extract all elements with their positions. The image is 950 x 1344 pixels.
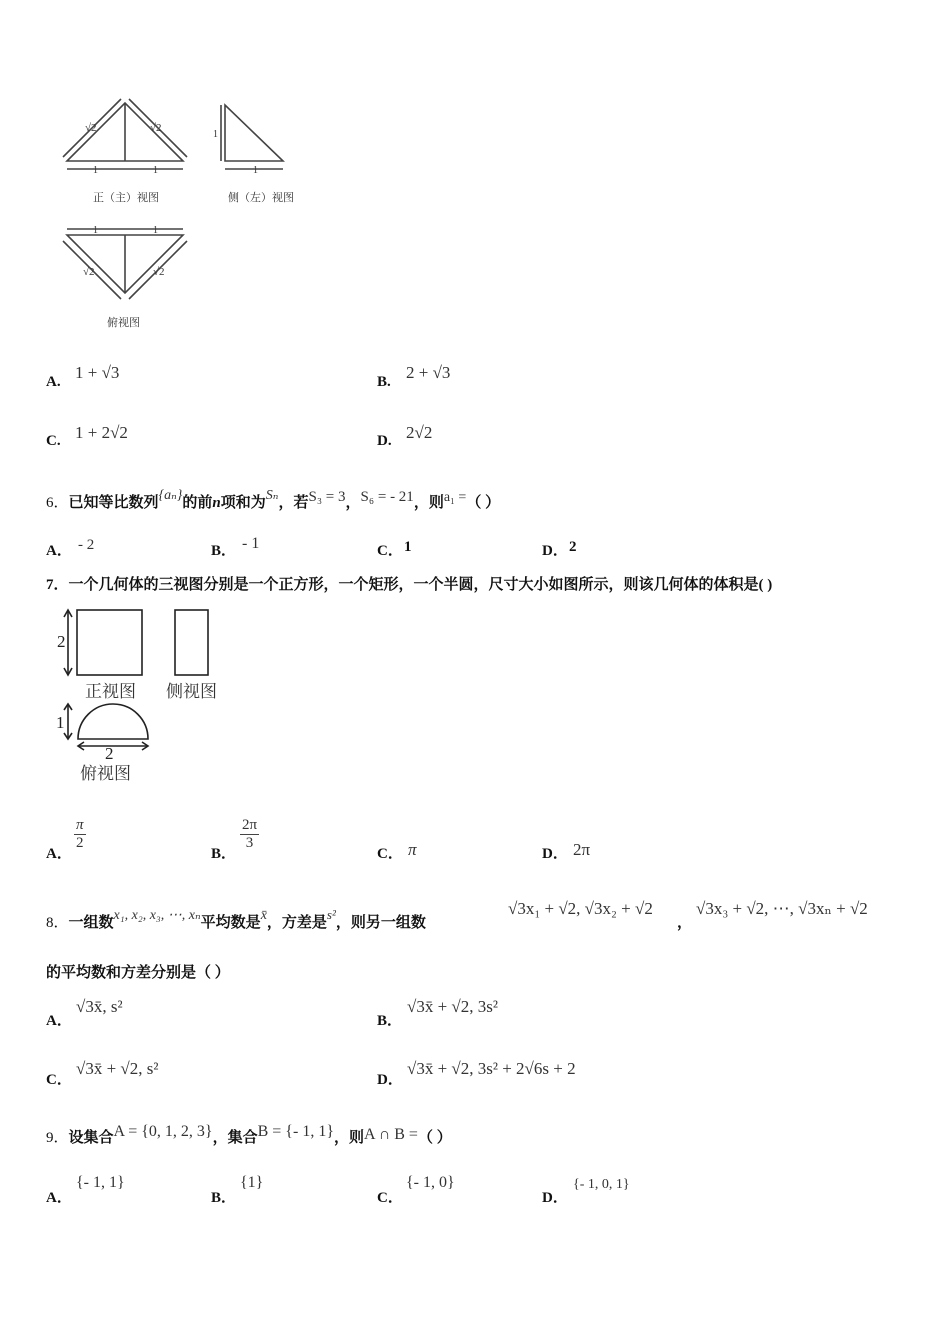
side-one-horiz: 1 bbox=[253, 165, 258, 176]
q9-number: 9． bbox=[46, 1130, 69, 1146]
q9-stem bbox=[46, 1123, 452, 1147]
q8-option-a-value: √3x̄, s² bbox=[76, 997, 123, 1016]
q9-text3: ，则 bbox=[334, 1130, 365, 1146]
q7-front-square bbox=[77, 610, 142, 675]
q6-text1: 已知等比数列 bbox=[68, 495, 159, 511]
q9-option-b-label: B． bbox=[211, 1190, 237, 1206]
q9-option-d-value: {- 1, 0, 1} bbox=[573, 1177, 630, 1192]
q7-option-d-value: 2π bbox=[573, 840, 591, 859]
q7-side-caption: 侧视图 bbox=[166, 682, 217, 702]
front-one-right: 1 bbox=[153, 165, 158, 176]
q8-text2: 平均数是 bbox=[200, 915, 261, 931]
front-view-caption: 正（主）视图 bbox=[93, 191, 159, 204]
q7-option-b-fraction bbox=[240, 817, 259, 852]
q7-option-c-label: C． bbox=[377, 846, 403, 862]
q7-front-caption: 正视图 bbox=[85, 682, 136, 702]
q8-option-b-value: √3x̄ + √2, 3s² bbox=[407, 997, 498, 1016]
q8-number: 8． bbox=[46, 915, 69, 931]
q5-option-b-value: 2 + √3 bbox=[406, 363, 451, 382]
q5-option-c-label: C. bbox=[46, 433, 61, 449]
top-view-caption: 俯视图 bbox=[107, 316, 140, 329]
q6-s6: S₆ = - 21 bbox=[360, 489, 414, 505]
top-sqrt2-right: √2 bbox=[153, 266, 165, 278]
top-one-right: 1 bbox=[153, 225, 158, 236]
q6-text3: 项和为 bbox=[220, 495, 266, 511]
q6-number: 6． bbox=[46, 495, 69, 511]
q6-option-b-value: - 1 bbox=[242, 535, 260, 552]
q8-stem-line2: 的平均数和方差分别是（ ） bbox=[46, 965, 230, 981]
q9-option-a-value: {- 1, 1} bbox=[76, 1174, 125, 1191]
q5-option-a-value: 1 + √3 bbox=[75, 363, 120, 382]
q5-option-c-value: 1 + 2√2 bbox=[75, 423, 128, 442]
q6-n: n bbox=[212, 495, 221, 511]
q8-text1: 一组数 bbox=[68, 915, 114, 931]
q9-set-a: A = {0, 1, 2, 3} bbox=[113, 1123, 213, 1140]
front-sqrt2-left: √2 bbox=[85, 122, 97, 134]
q9-option-c-label: C． bbox=[377, 1190, 403, 1206]
top-sqrt2-left: √2 bbox=[83, 266, 95, 278]
q6-comma: ， bbox=[345, 495, 361, 511]
q8-option-d-label: D． bbox=[377, 1072, 403, 1088]
q7-option-a-label: A． bbox=[46, 846, 72, 862]
q8-option-c-label: C． bbox=[46, 1072, 72, 1088]
q8-option-b-label: B． bbox=[377, 1013, 403, 1029]
q6-paren: （ ） bbox=[466, 495, 501, 511]
q7-option-b-label: B． bbox=[211, 846, 237, 862]
q7-top-semicircle bbox=[78, 704, 148, 739]
q5-option-d-value: 2√2 bbox=[406, 423, 433, 442]
q7-option-b-num: 2π bbox=[242, 817, 258, 833]
q7-option-a-fraction bbox=[74, 817, 86, 852]
q6-s3: S₃ = 3 bbox=[308, 489, 346, 505]
q6-option-c-value: 1 bbox=[404, 539, 412, 555]
q7-fig-two-vert: 2 bbox=[57, 632, 66, 651]
side-view-triangle bbox=[225, 105, 283, 161]
q8-s2: s² bbox=[326, 907, 336, 922]
q5-option-a-label: A. bbox=[46, 374, 61, 390]
q7-side-rect bbox=[175, 610, 208, 675]
q7-stem: 7．一个几何体的三视图分别是一个正方形，一个矩形，一个半圆，尺寸大小如图所示，则该几何体的体积是( ) bbox=[46, 577, 773, 593]
q6-option-d-value: 2 bbox=[569, 539, 577, 555]
q7-option-a-den: 2 bbox=[76, 835, 84, 851]
q9-option-c-value: {- 1, 0} bbox=[406, 1174, 455, 1191]
q8-option-c-value: √3x̄ + √2, s² bbox=[76, 1059, 159, 1078]
q7-fig-two-horiz: 2 bbox=[105, 744, 114, 763]
q7-option-a-num: π bbox=[76, 817, 84, 833]
side-view-caption: 侧（左）视图 bbox=[228, 191, 294, 204]
q8-text3: ，方差是 bbox=[266, 915, 327, 931]
q8-text4: ，则另一组数 bbox=[335, 915, 426, 931]
q9-text1: 设集合 bbox=[68, 1130, 114, 1146]
front-sqrt2-right: √2 bbox=[150, 122, 162, 134]
q7-fig-one: 1 bbox=[56, 713, 65, 732]
q8-option-d-value: √3x̄ + √2, 3s² + 2√6s + 2 bbox=[407, 1059, 576, 1078]
q9-option-a-label: A． bbox=[46, 1190, 72, 1206]
q5-option-d-label: D. bbox=[377, 433, 392, 449]
q6-a1: a₁ = bbox=[443, 490, 467, 505]
side-one-vert: 1 bbox=[213, 129, 218, 140]
q6-option-d-label: D． bbox=[542, 543, 568, 559]
q9-option-b-value: {1} bbox=[240, 1174, 264, 1191]
q8-option-a-label: A． bbox=[46, 1013, 72, 1029]
q7-option-d-label: D． bbox=[542, 846, 568, 862]
q9-option-d-label: D． bbox=[542, 1190, 568, 1206]
q7-top-caption: 俯视图 bbox=[80, 764, 131, 784]
q8-xbar: x̄ bbox=[260, 908, 267, 923]
q6-text4: ，若 bbox=[278, 495, 309, 511]
q7-option-b-den: 3 bbox=[245, 835, 254, 851]
q7-option-c-value: π bbox=[408, 840, 417, 859]
top-one-left: 1 bbox=[93, 225, 98, 236]
q6-stem bbox=[46, 488, 501, 512]
q8-xs: x₁, x₂, x₃, ⋯, xₙ bbox=[113, 908, 201, 923]
q9-text2: ，集合 bbox=[212, 1130, 258, 1146]
q8-stem bbox=[46, 907, 426, 932]
q6-option-a-label: A． bbox=[46, 543, 72, 559]
q6-option-c-label: C． bbox=[377, 543, 403, 559]
q9-set-b: B = {- 1, 1} bbox=[257, 1123, 334, 1140]
q6-seq: {aₙ} bbox=[158, 488, 183, 503]
q6-text5: ，则 bbox=[413, 495, 444, 511]
front-one-left: 1 bbox=[93, 165, 98, 176]
q6-sn: Sₙ bbox=[265, 488, 279, 503]
q9-paren: （ ） bbox=[417, 1130, 452, 1146]
q9-intersection: A ∩ B = bbox=[364, 1126, 418, 1143]
q8-comma: ， bbox=[677, 915, 693, 931]
q6-option-b-label: B． bbox=[211, 543, 237, 559]
q5-option-b-label: B. bbox=[377, 374, 391, 390]
q8-expr1: √3x₁ + √2, √3x₂ + √2 bbox=[508, 899, 653, 918]
q8-expr2: √3x₃ + √2, ⋯, √3xₙ + √2 bbox=[696, 899, 868, 918]
q5-three-view-figure bbox=[55, 95, 315, 340]
q6-option-a-value: - 2 bbox=[78, 537, 95, 553]
q6-text2: 的前 bbox=[182, 495, 213, 511]
